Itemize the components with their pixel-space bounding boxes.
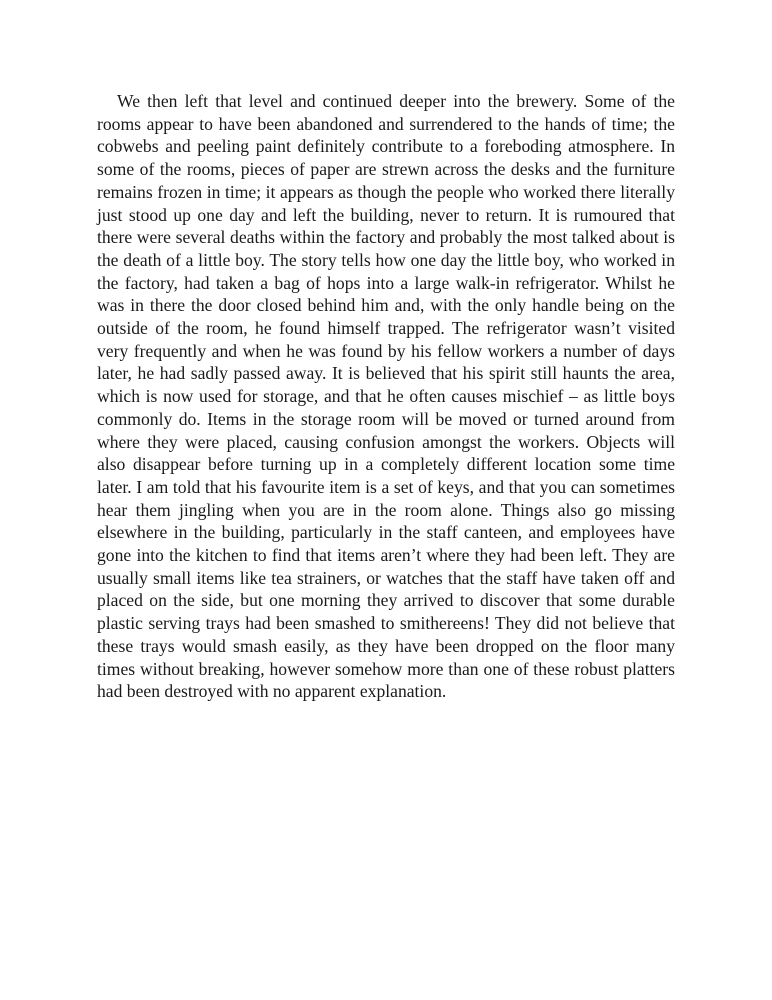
body-paragraph: We then left that level and continued deeper into the brewery. Some of the rooms appear to have been abandoned and surrendered to the hands of time; the cobwebs and peeling paint definitely contribute to a foreboding atmosphere. In some of the rooms, pieces of paper are strewn across the desks and the furniture remains frozen in time; it appears as though the people who worked there literally just stood up one day and left the building, never to return. It is rumoured that there were several deaths within the factory and probably the most talked about is the death of a little boy. The story tells how one day the little boy, who worked in the factory, had taken a bag of hops into a large walk-in refrigerator. Whilst he was in there the door closed behind him and, with the only handle being on the outside of the room, he found himself trapped. The refrigerator wasn’t visited very frequently and when he was found by his fellow workers a number of days later, he had sadly passed away. It is believed that his spirit still haunts the area, which is now used for storage, and that he often causes mischief – as little boys commonly do. Items in the storage room will be moved or turned around from where they were placed, causing confusion amongst the workers. Objects will also disappear before turning up in a completely different location some time later. I am told that his favourite item is a set of keys, and that you can sometimes hear them jingling when you are in the room alone. Things also go missing elsewhere in the building, particularly in the staff canteen, and employees have gone into the kitchen to find that items aren’t where they had been left. They are usually small items like tea strainers, or watches that the staff have taken off and placed on the side, but one morning they arrived to discover that some durable plastic serving trays had been smashed to smithereens! They did not believe that these trays would smash easily, as they have been dropped on the floor many times without breaking, however somehow more than one of these robust platters had been destroyed with no apparent explanation. <box>97 91 675 702</box>
